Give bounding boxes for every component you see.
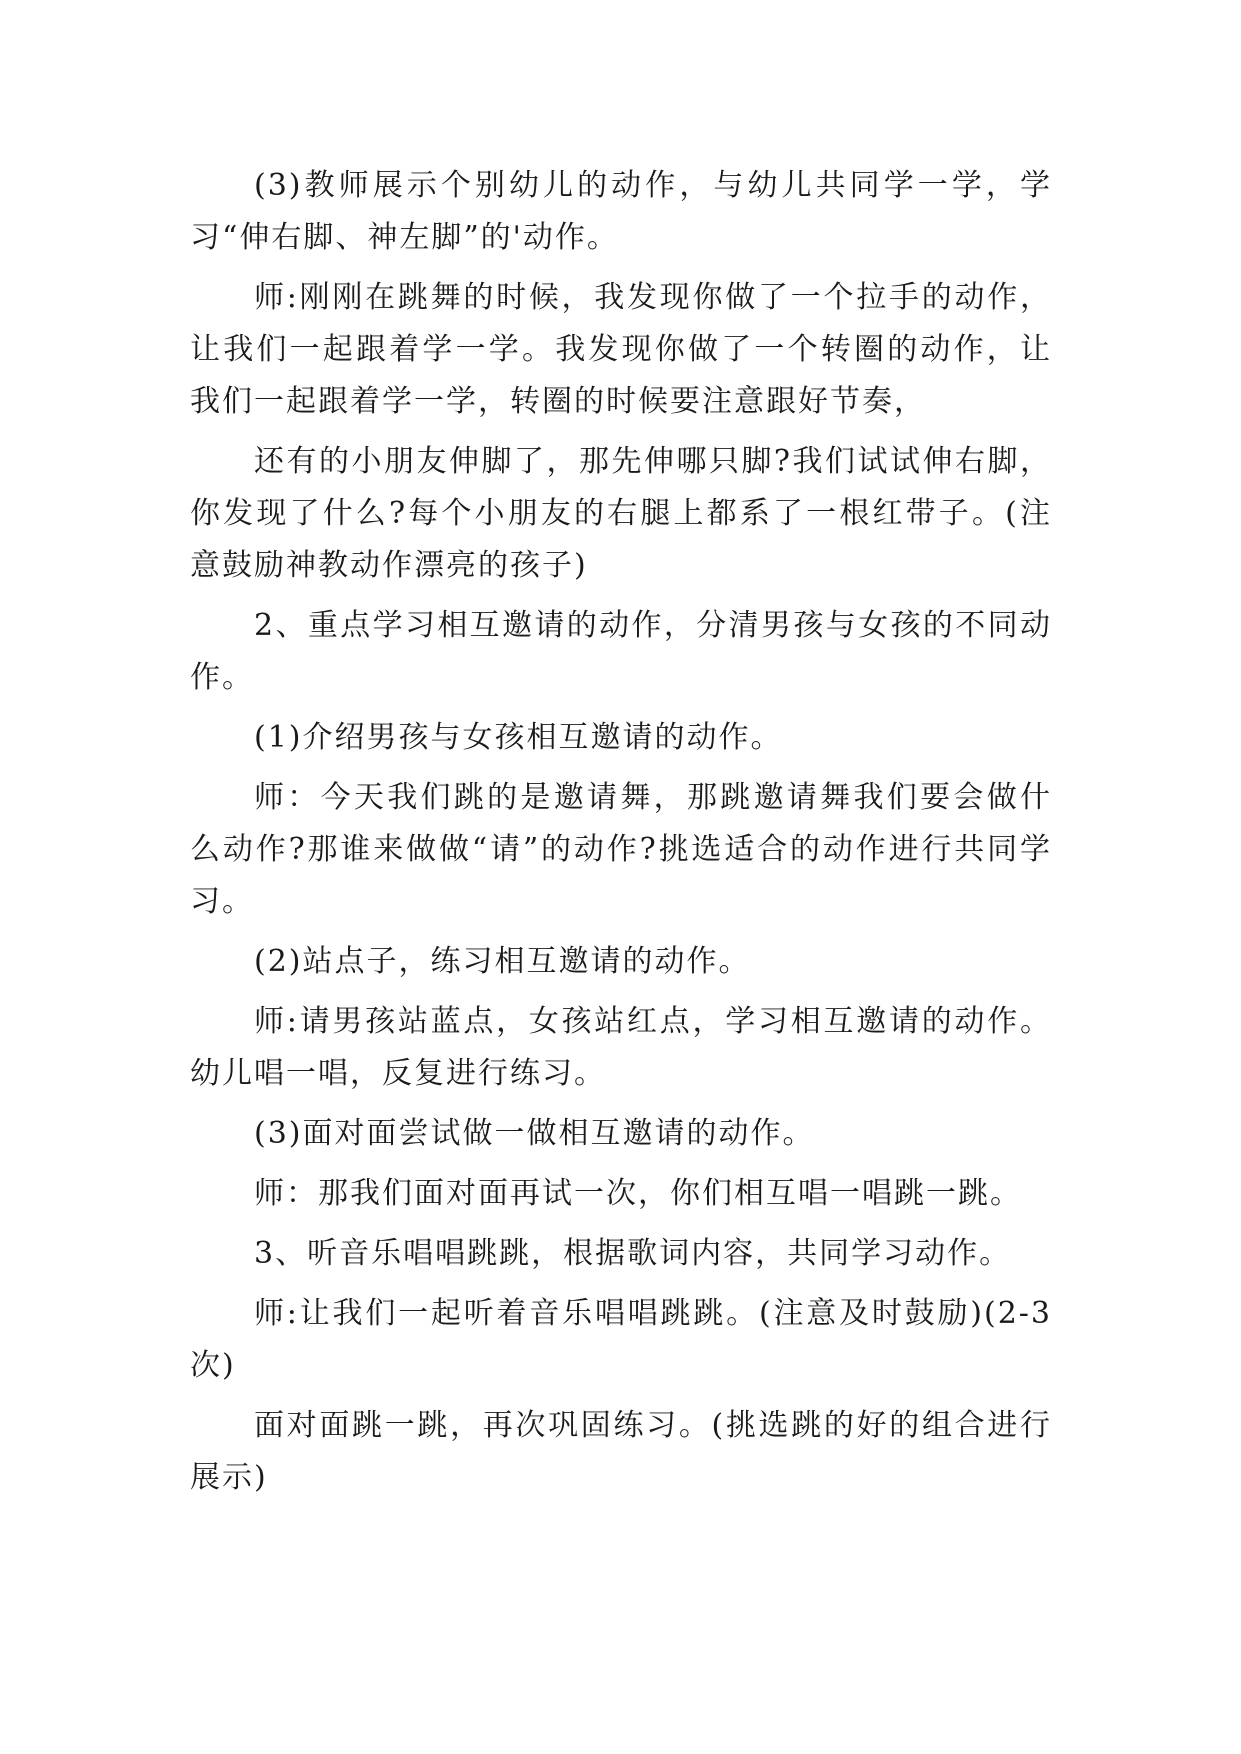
- paragraph: (3)教师展示个别幼儿的动作，与幼儿共同学一学，学习“伸右脚、神左脚”的'动作。: [190, 168, 1052, 255]
- paragraph: 面对面跳一跳，再次巩固练习。(挑选跳的好的组合进行展示): [190, 1408, 1052, 1495]
- paragraph: 还有的小朋友伸脚了，那先伸哪只脚?我们试试伸右脚，你发现了什么?每个小朋友的右腿上都系了一根红带子。(注意鼓励神教动作漂亮的孩子): [190, 444, 1052, 583]
- document-body: [190, 160, 1052, 1512]
- paragraph: (1)介绍男孩与女孩相互邀请的动作。: [254, 720, 783, 755]
- paragraph: (3)面对面尝试做一做相互邀请的动作。: [254, 1116, 815, 1151]
- paragraph: 师:请男孩站蓝点，女孩站红点，学习相互邀请的动作。幼儿唱一唱，反复进行练习。: [190, 1004, 1052, 1091]
- paragraph: 师:让我们一起听着音乐唱唱跳跳。(注意及时鼓励)(2-3次): [190, 1296, 1052, 1383]
- paragraph: (2)站点子，练习相互邀请的动作。: [254, 944, 751, 979]
- paragraph: 3、听音乐唱唱跳跳，根据歌词内容，共同学习动作。: [254, 1236, 1012, 1271]
- paragraph: 师：今天我们跳的是邀请舞，那跳邀请舞我们要会做什么动作?那谁来做做“请”的动作?挑选适合的动作进行共同学习。: [190, 780, 1052, 919]
- paragraph: 师：那我们面对面再试一次，你们相互唱一唱跳一跳。: [254, 1176, 1022, 1211]
- paragraph: 2、重点学习相互邀请的动作，分清男孩与女孩的不同动作。: [190, 608, 1052, 695]
- paragraph: 师:刚刚在跳舞的时候，我发现你做了一个拉手的动作，让我们一起跟着学一学。我发现你做了一个转圈的动作，让我们一起跟着学一学，转圈的时候要注意跟好节奏，: [190, 280, 1052, 419]
